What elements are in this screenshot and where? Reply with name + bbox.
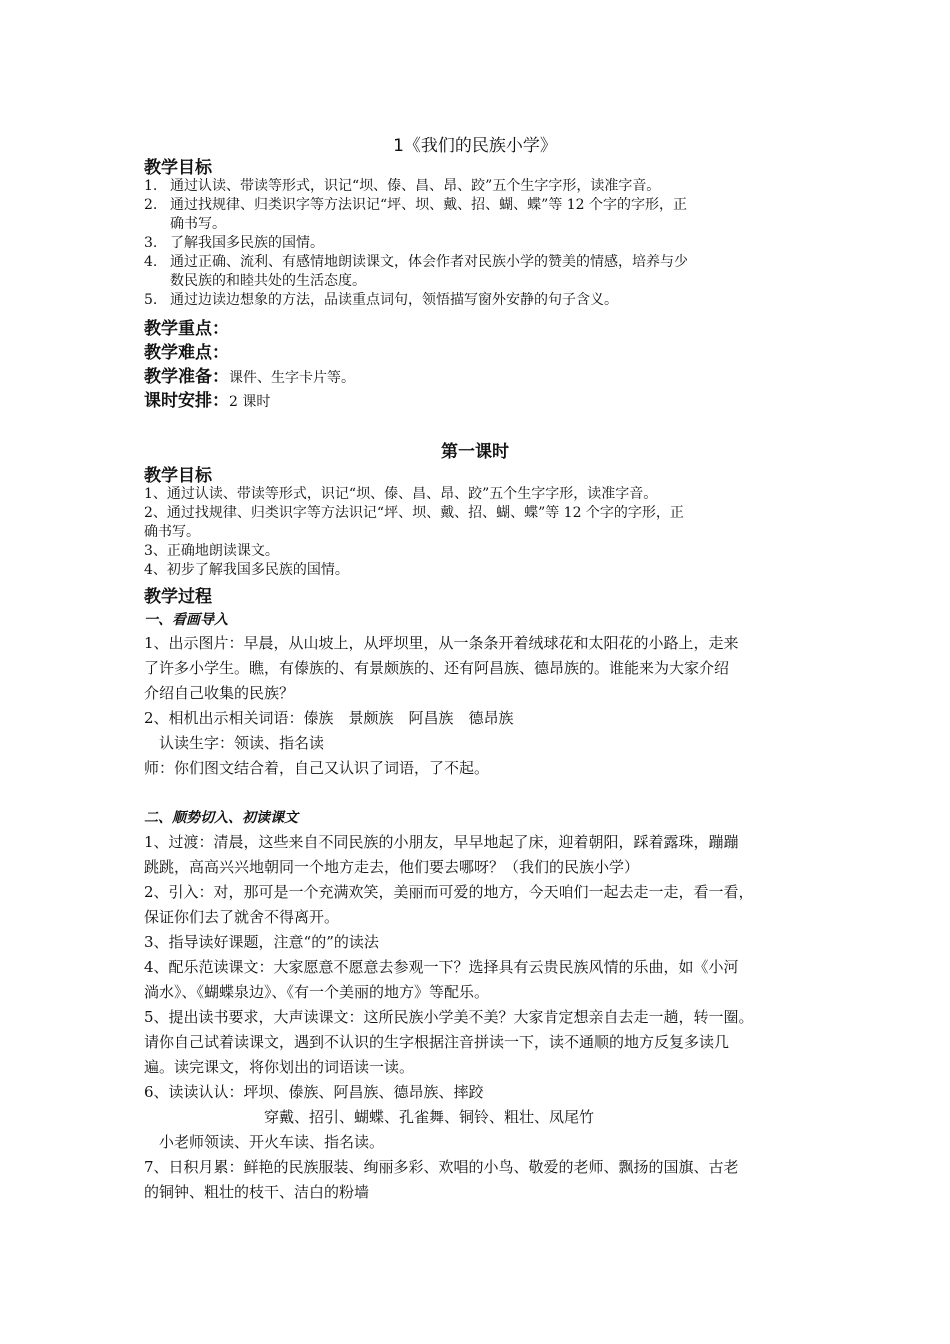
document-title: 1《我们的民族小学》 [393,136,557,156]
goal-item: 2. 通过找规律、归类识字等方法识记“坪、坝、戴、招、蝴、蝶”等 12 个字的字形，正 [144,197,688,213]
goal-item-continuation: 数民族的和睦共处的生活态度。 [170,273,366,289]
goal-item: 5. 通过边读边想象的方法，品读重点词句，领悟描写窗外安静的句子含义。 [144,292,618,308]
lesson1-title: 第一课时 [441,442,509,462]
section2-line: 请你自己试着读课文，遇到不认识的生字根据注音拼读一下，读不通顺的地方反复多读几 [144,1033,730,1051]
lesson1-goal-line: 2、通过找规律、归类识字等方法识记“坪、坝、戴、招、蝴、蝶”等 12 个字的字形，正 [144,505,684,521]
section1-line: 介绍自己收集的民族？ [144,684,295,702]
section2-line: 3、指导读好课题，注意“的”的读法 [144,933,379,951]
section2-line: 淌水》、《蝴蝶泉边》、《有一个美丽的地方》等配乐。 [144,983,490,1001]
section1-line: 认读生字：领读、指名读 [144,734,325,752]
section1-line: 了许多小学生。瞧，有傣族的、有景颇族的、还有阿昌族、德昂族的。谁能来为大家介绍 [144,659,730,677]
schedule-row: 课时安排：2 课时 [144,391,271,411]
goal-item: 1. 通过认读、带读等形式，识记“坝、傣、昌、昂、跤”五个生字字形，读准字音。 [144,178,661,194]
difficulties-label: 教学难点： [144,343,229,363]
section2-line: 遍。读完课文，将你划出的词语读一读。 [144,1058,415,1076]
key-points-label: 教学重点： [144,319,229,339]
section2-line: 5、提出读书要求，大声读课文：这所民族小学美不美？大家肯定想亲自去走一趟，转一圈。 [144,1008,754,1026]
goal-item-continuation: 确书写。 [170,216,226,232]
process-heading: 教学过程 [144,587,212,607]
section2-line: 小老师领读、开火车读、指名读。 [144,1133,385,1151]
section2-line: 跳跳，高高兴兴地朝同一个地方走去，他们要去哪呀？（我们的民族小学） [144,858,640,876]
section2-line: 7、日积月累：鲜艳的民族服装、绚丽多彩、欢唱的小鸟、敬爱的老师、飘扬的国旗、古老 [144,1158,739,1176]
section1-heading: 一、看画导入 [144,612,228,628]
section1-line: 2、相机出示相关词语：傣族 景颇族 阿昌族 德昂族 [144,709,514,727]
section2-line: 穿戴、招引、蝴蝶、孔雀舞、铜铃、粗壮、凤尾竹 [144,1108,595,1126]
lesson1-goals-heading: 教学目标 [144,466,212,486]
goal-item: 3. 了解我国多民族的国情。 [144,235,324,251]
lesson1-goal-line: 3、正确地朗读课文。 [144,543,279,559]
section1-line: 师：你们图文结合着，自己又认识了词语，了不起。 [144,759,490,777]
section2-line: 4、配乐范读课文：大家愿意不愿意去参观一下？选择具有云贵民族风情的乐曲，如《小河 [144,958,739,976]
section2-line: 1、过渡：清晨，这些来自不同民族的小朋友，早早地起了床，迎着朝阳，踩着露珠，蹦蹦 [144,833,739,851]
preparation-row: 教学准备：课件、生字卡片等。 [144,367,355,387]
goal-item: 4. 通过正确、流利、有感情地朗读课文，体会作者对民族小学的赞美的情感，培养与少 [144,254,688,270]
lesson1-goal-line: 4、初步了解我国多民族的国情。 [144,562,349,578]
section2-line: 的铜钟、粗壮的枝干、洁白的粉墙 [144,1183,370,1201]
lesson1-goal-line: 1、通过认读、带读等形式，识记“坝、傣、昌、昂、跤”五个生字字形，读准字音。 [144,486,658,502]
section2-line: 6、读读认认：坪坝、傣族、阿昌族、德昂族、摔跤 [144,1083,484,1101]
section2-line: 保证你们去了就舍不得离开。 [144,908,340,926]
section1-line: 1、出示图片：早晨，从山坡上，从坪坝里，从一条条开着绒球花和太阳花的小路上，走来 [144,634,739,652]
section2-heading: 二、顺势切入、初读课文 [144,810,298,826]
lesson1-goal-line: 确书写。 [144,524,200,540]
goals-heading: 教学目标 [144,158,212,178]
section2-line: 2、引入：对，那可是一个充满欢笑，美丽而可爱的地方，今天咱们一起去走一走，看一看， [144,883,754,901]
